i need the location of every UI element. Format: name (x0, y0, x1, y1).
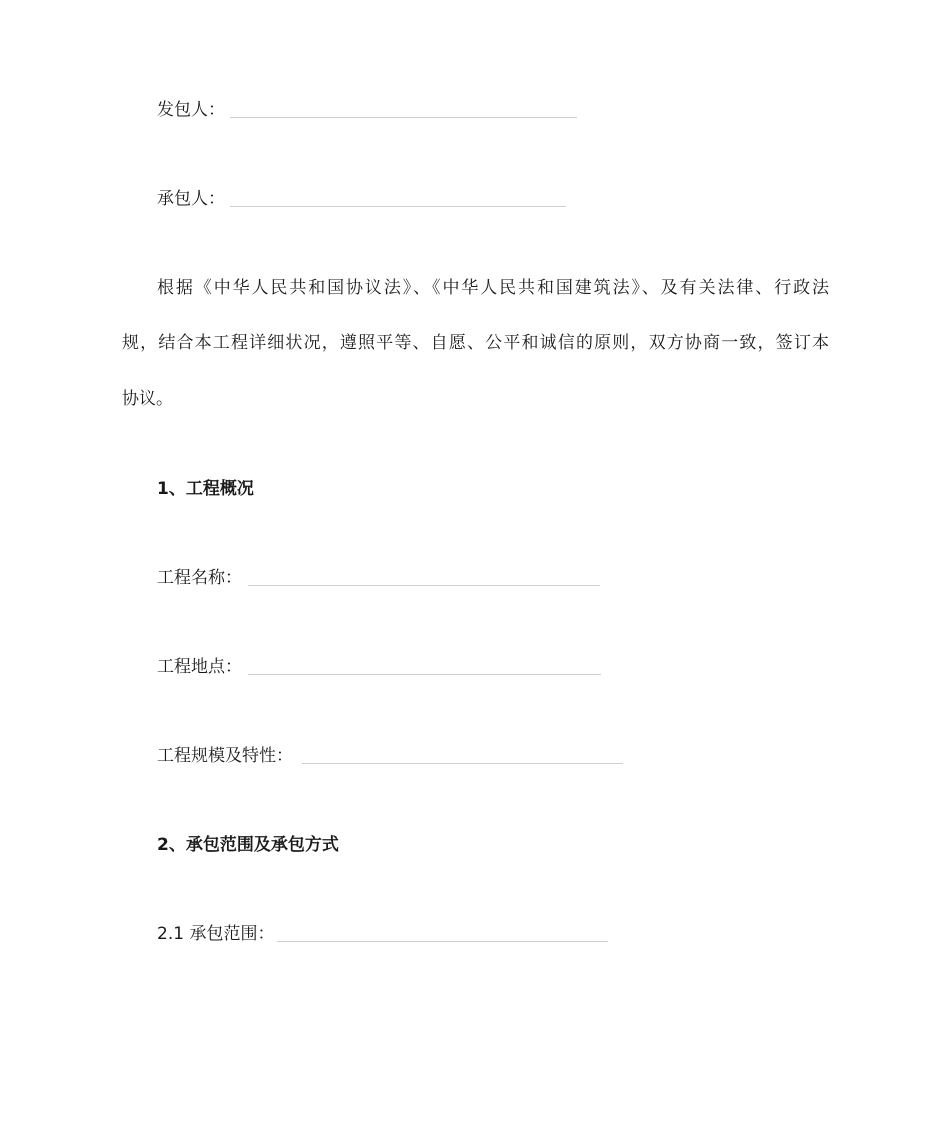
contractor-field-line[interactable] (230, 206, 566, 207)
section-1-heading: 1、工程概况 (157, 479, 254, 499)
project-location-label: 工程地点： (157, 657, 242, 677)
project-scale-label: 工程规模及特性： (157, 746, 293, 766)
project-name-label: 工程名称： (157, 568, 242, 588)
preamble-line-3: 协议。 (122, 389, 173, 409)
project-scale-field-line[interactable] (302, 763, 623, 764)
employer-field-line[interactable] (230, 117, 577, 118)
preamble-line-2: 规，结合本工程详细状况，遵照平等、自愿、公平和诚信的原则，双方协商一致，签订本 (122, 333, 829, 353)
project-name-field-line[interactable] (248, 585, 600, 586)
preamble-line-1: 根据《中华人民共和国协议法》、《中华人民共和国建筑法》、及有关法律、行政法 (157, 278, 829, 298)
scope-label: 2.1 承包范围： (157, 924, 275, 944)
scope-field-line[interactable] (277, 941, 608, 942)
section-2-heading: 2、承包范围及承包方式 (157, 835, 339, 855)
employer-label: 发包人： (157, 100, 225, 120)
contractor-label: 承包人： (157, 189, 225, 209)
project-location-field-line[interactable] (248, 674, 601, 675)
